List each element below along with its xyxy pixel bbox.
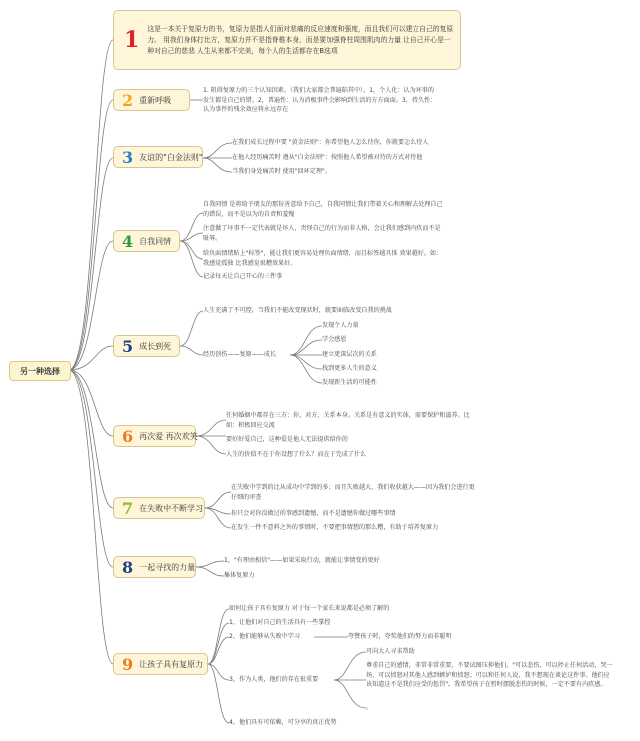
branch-4-node[interactable] (113, 230, 180, 252)
edge-root-7 (69, 370, 113, 508)
branch-4-number: 4 (122, 231, 134, 251)
branch-8-item-1: 1，"有理由相信"——如果采取行动，就能让事情变的更好 (224, 557, 380, 564)
branch-7-number: 7 (122, 498, 134, 518)
branch-4-item-2: 注意做了坏事不一定代表就是坏人，责怪自己的行为而非人格，会让我们感到内疚而不是耻辱。 (203, 225, 441, 242)
branch-1-text: 这是一本关于复原力的书，复原力是指人们面对悲痛的反应速度和强度，而且我们可以建立自己的复原力。 用我们身体打比方，复原力并不是指脊椎本身，而是要加强脊柱周围肌肉的力量 让自己开心是一种对自己的慈悲 人生从来都不完美，每个人的生活都存在B选项 (147, 24, 454, 55)
branch-4-label: 自我同情 (139, 236, 172, 246)
branch-5-item-2: 经历创伤——复原——成长 (203, 351, 277, 358)
branch-9-number: 9 (122, 654, 134, 674)
branch-7-item-3: 在发生一件不意料之外的事情时，不要把事情想的那么糟，有助于培养复原力 (231, 524, 439, 531)
branch-9-sub-2: 夸赞孩子时，夸奖他们的努力而非聪明 (348, 633, 452, 640)
branch-5-sub-5: 发现新生活的可能性 (322, 379, 377, 386)
branch-8-node[interactable] (113, 556, 196, 578)
branch-1-node[interactable] (113, 10, 461, 70)
branch-5-sub-4: 找到更多人生的意义 (322, 365, 377, 372)
branch-5-sub-2: 学会感恩 (322, 336, 347, 343)
branch-8-number: 8 (122, 557, 134, 577)
branch-6-number: 6 (122, 426, 134, 446)
branch-5-number: 5 (122, 336, 134, 356)
edge-root-8 (69, 370, 113, 567)
branch-5-label: 成长到死 (139, 341, 172, 351)
branch-6-label: 再次爱 再次欢笑 (139, 431, 198, 441)
edge-root-6 (69, 370, 113, 436)
branch-8-label: 一起寻找的力量 (139, 562, 196, 572)
branch-7-label: 在失败中不断学习 (139, 503, 204, 513)
branch-8-item-2: 集体复原力 (224, 572, 255, 579)
branch-1-number: 1 (124, 27, 140, 53)
branch-9-sub-3-3: 。 (366, 704, 373, 711)
branch-9-node[interactable] (113, 653, 208, 675)
branch-9-sub-3-1: 可向大人寻求帮助 (366, 648, 415, 655)
branch-3-item-2: 在他人经历痛苦时 遵从"白金法则"：按照他人希望被对待的方式对待他 (232, 154, 423, 161)
edge-root-9 (69, 370, 113, 664)
branch-4-item-3: 给负面情绪贴上"标签"，能让我们更容易处理负面情绪，而且标签越具体 效果越好。如：我感觉孤独 比我感觉很糟效果好。 (203, 250, 443, 267)
branch-2-node[interactable] (113, 89, 190, 111)
branch-4-item-4: 记录每天让自己开心的三件事 (203, 273, 283, 280)
root-node[interactable]: 另一种选择 (9, 361, 71, 381)
branch-9-item-3: 2，他们能够从失败中学习 (229, 633, 300, 640)
branch-9-item-1: 如何让孩子具有复原力 对于每一个家长来说都是必须了解的 (229, 605, 390, 612)
branch-2-item-1: 1. 阻碍复原力的三个认知因素。（我们大家都会普遍陷其中），1，个人化：认为坏事的发生都是自己的错。2，普遍性：认为消极事件会影响到生活的方方面面。3，持久性：认为事件的残余效应将永远存在 (203, 87, 437, 113)
branch-5-node[interactable] (113, 335, 180, 357)
branch-3-label: 友谊的"白金法则" (139, 152, 203, 162)
branch-2-number: 2 (122, 90, 134, 110)
branch-6-item-1: 任何婚姻中都存在三方：你，对方，关系本身。关系是有意义的实体，需要保护和滋养。比如：积极回应交流 (226, 412, 470, 429)
branch-6-node[interactable] (113, 425, 196, 447)
branch-5-sub-1: 发现个人力量 (322, 322, 359, 329)
branch-7-item-2: 你只会对你没做过的事感到遗憾，而不是遗憾你做过哪些事情 (231, 510, 396, 517)
branch-7-item-1: 在失败中学到的比从成功中学到的多；而且失败越大，我们收获越大——因为我们会进行更仔细的审查 (231, 484, 475, 501)
edge-root-2 (69, 100, 113, 370)
branch-9-label: 让孩子具有复原力 (139, 659, 204, 669)
branch-6-item-3: 人生的价值不在于你设想了什么？而在于完成了什么 (226, 451, 367, 458)
branch-9-sub-3-2: 尊重自己的感情，非常非常重要，不要试图压抑他们。"可以悲伤，可以停止任何活动，哭一场，可以愤怒对其他人感到嫉妒和愤怒；可以和任何人说，我不想现在谈论这件事。他们应该知道这不是我们应受的惩罚"。我希望孩子在暂时摆脱悲伤的时候，一定不要有内疚感。 (366, 662, 613, 688)
branch-3-item-3: 当我们身处痛苦时 使用"回环定理"。 (232, 168, 331, 175)
branch-4-item-1: 自我同情 是将给予朋友的那份善意给予自己，自我同情让我们带着关心和理解去处理自己的错误，而不是以为的自责和羞愧 (203, 201, 443, 218)
branch-5-item-1: 人生充满了不可控，当我们不能改变现状时，就要面临改变自我的挑战 (203, 307, 392, 314)
edge-root-3 (69, 158, 113, 370)
branch-7-node[interactable] (113, 497, 205, 519)
branch-9-item-2: 1，让他们对自己的生活具有一些掌控 (229, 619, 331, 626)
branch-5-sub-3: 建立更深层次的关系 (322, 351, 377, 358)
branch-2-label: 重新呼吸 (139, 95, 172, 105)
branch-9-item-5: 4，他们具有可依赖，可分享的真正优势 (229, 719, 337, 726)
branch-3-node[interactable] (113, 146, 203, 168)
branch-3-number: 3 (122, 147, 134, 167)
branch-9-item-4: 3，作为人类，他们的存在很重要 (229, 676, 319, 683)
branch-6-item-2: 要好好爱自己，这种爱是他人无法提供给你的 (226, 436, 348, 443)
edge-root-4 (69, 241, 113, 370)
branch-3-item-1: 在我们成长过程中要 "黄金法则"：你希望他人怎么待你，你就要怎么待人 (232, 139, 429, 146)
